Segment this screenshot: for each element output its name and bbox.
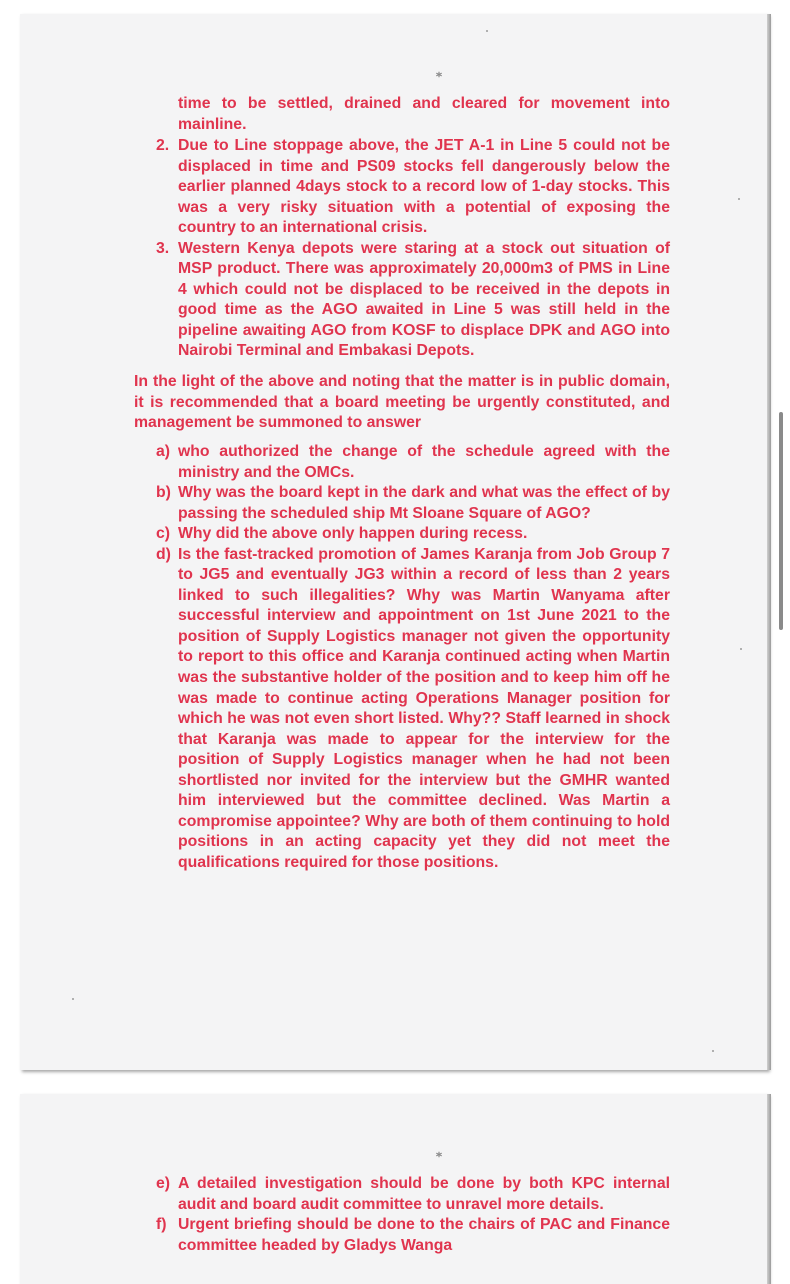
lettered-list-page-2 [156,1174,670,1256]
numbered-item [156,239,670,362]
page-speck [486,30,488,32]
scrollbar[interactable] [779,412,783,630]
page-speck [740,648,742,650]
lettered-list [156,442,670,873]
lettered-item [156,1174,670,1215]
item-letter: b) [156,484,171,502]
item-text: A detailed investigation should be done by both KPC internal audit and board audit committee to unravel more details. [178,1175,670,1213]
item-text: Why did the above only happen during recess. [178,525,528,543]
lettered-item [156,524,670,545]
numbered-list [156,136,670,362]
intro-continuation [134,94,670,135]
lettered-item [156,545,670,874]
numbered-item [156,136,670,239]
intro-continuation-text: time to be settled, drained and cleared for movement into mainline. [178,95,670,133]
item-text: Urgent briefing should be done to the chairs of PAC and Finance committee headed by Gladys Wanga [178,1216,670,1254]
item-letter: a) [156,443,171,460]
item-letter: e) [156,1175,171,1192]
item-text: who authorized the change of the schedule agreed with the ministry and the OMCs. [178,443,670,481]
lettered-item [156,442,670,483]
item-letter: f) [156,1216,167,1234]
lettered-item [156,1215,670,1256]
page-speck-top-2: ⁎ [436,1146,442,1160]
recommendation-paragraph: In the light of the above and noting that the matter is in public domain, it is recommended that a board meeting be urgently constituted, and management be summoned to answer [134,373,670,432]
item-number: 2. [156,137,170,154]
item-text: Western Kenya depots were staring at a stock out situation of MSP product. There was approximately 20,000m3 of PMS in Line 4 which could not be displaced to be received in the depots in good time as the AGO awaited in Line 5 was still held in the pipeline awaiting AGO from KOSF to displace DPK and AGO into Nairobi Terminal and Embakasi Depots. [178,239,670,360]
item-text: Why was the board kept in the dark and what was the effect of by passing the scheduled ship Mt Sloane Square of AGO? [178,484,670,522]
page-speck [712,1050,714,1052]
page-speck-top: ⁎ [436,66,442,80]
lettered-item [156,483,670,524]
item-letter: c) [156,525,171,543]
item-text: Is the fast-tracked promotion of James Karanja from Job Group 7 to JG5 and eventually JG3 within a record of less than 2 years linked to such illegalities? Why was Martin Wanyama after successful interview and appointment on 1st June 2021 to the position of Supply Logistics manager not given the opportunity to report to this office and Karanja continued acting when Martin was the substantive holder of the position and to keep him off he was made to continue acting Operations Manager position for which he was not even short listed. Why?? Staff learned in shock that Karanja was made to appear for the interview for the position of Supply Logistics manager when he had not been shortlisted nor invited for the interview but the GMHR wanted him interviewed but the committee declined. Was Martin a compromise appointee? Why are both of them continuing to hold positions in an acting capacity yet they did not meet the qualifications required for those positions. [178,545,670,871]
page-speck [738,198,740,200]
item-letter: d) [156,545,171,563]
page-speck [72,998,74,1000]
item-text: Due to Line stoppage above, the JET A-1 in Line 5 could not be displaced in time and PS09 stocks fell dangerously below the earlier planned 4days stock to a record low of 1-day stocks. This was a very risky situation with a potential of exposing the country to an international crisis. [178,137,670,237]
item-number: 3. [156,239,170,257]
